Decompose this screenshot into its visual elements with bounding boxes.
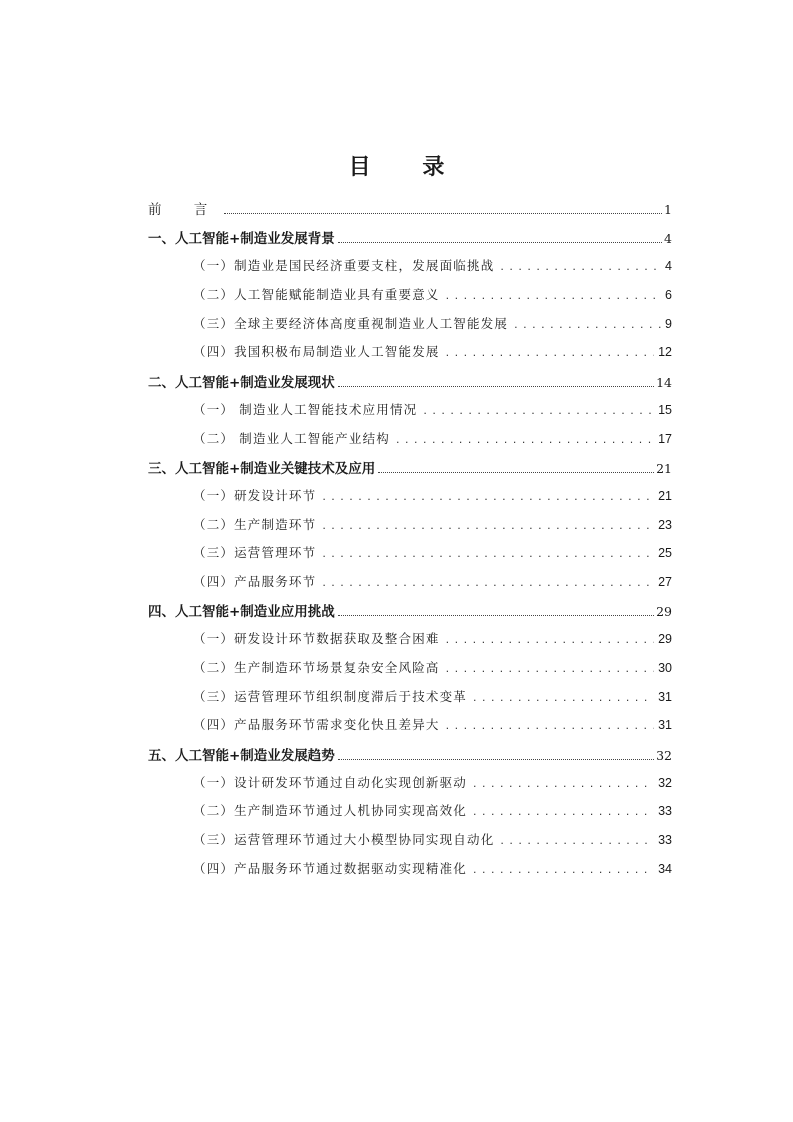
toc-entry-label: 前 言 (148, 202, 222, 218)
toc-page-number: 34 (658, 862, 672, 876)
dot-leader (473, 863, 654, 876)
toc-section-label: 三、人工智能+制造业关键技术及应用 (148, 461, 376, 477)
toc-subsection[interactable] (193, 687, 672, 705)
toc-page-number: 1 (664, 202, 672, 217)
toc-subsection-label: （三）运营管理环节通过大小模型协同实现自动化 (193, 832, 495, 847)
toc-page-number: 12 (658, 345, 672, 359)
dot-leader (338, 758, 654, 760)
dot-leader (473, 805, 654, 818)
toc-page-number: 4 (665, 259, 672, 273)
dot-leader (446, 719, 654, 732)
toc-subsection[interactable] (193, 342, 672, 360)
toc-section-4[interactable] (148, 600, 672, 620)
toc-subsection[interactable] (193, 801, 672, 819)
toc-page-number: 27 (658, 575, 672, 589)
toc-section-label: 一、人工智能+制造业发展背景 (148, 231, 335, 247)
toc-subsection-label: （一）制造业是国民经济重要支柱，发展面临挑战 (193, 258, 495, 273)
dot-leader (473, 777, 654, 790)
dot-leader (473, 691, 654, 704)
toc-page-number: 17 (658, 432, 672, 446)
toc-subsection[interactable] (193, 543, 672, 561)
toc-subsection-label: （四）产品服务环节 (193, 574, 317, 589)
toc-page-number: 25 (658, 546, 672, 560)
toc-subsection-label: （二）生产制造环节 (193, 517, 317, 532)
toc-page-number: 31 (658, 718, 672, 732)
dot-leader (322, 490, 654, 503)
toc-subsection[interactable] (193, 285, 672, 303)
dot-leader (396, 433, 654, 446)
dot-leader (322, 519, 654, 532)
toc-page-number: 15 (658, 403, 672, 417)
dot-leader (322, 547, 654, 560)
dot-leader (446, 662, 654, 675)
dot-leader (378, 471, 654, 473)
dot-leader (322, 576, 654, 589)
toc-page-number: 14 (656, 375, 672, 390)
toc-subsection-label: （二）人工智能赋能制造业具有重要意义 (193, 287, 440, 302)
dot-leader (446, 633, 654, 646)
toc-subsection[interactable] (193, 715, 672, 733)
toc-subsection[interactable] (193, 256, 672, 274)
toc-page-number: 21 (658, 489, 672, 503)
toc-section-label: 四、人工智能+制造业应用挑战 (148, 604, 335, 620)
toc-subsection[interactable] (193, 629, 672, 647)
toc-subsection-label: （一）研发设计环节数据获取及整合困难 (193, 631, 440, 646)
toc-page-number: 6 (665, 288, 672, 302)
toc-page-number: 9 (665, 317, 672, 331)
toc-page-number: 33 (658, 833, 672, 847)
toc-subsection[interactable] (193, 400, 672, 418)
toc-subsection-label: （四）产品服务环节需求变化快且差异大 (193, 717, 440, 732)
toc-subsection-label: （二）生产制造环节场景复杂安全风险高 (193, 660, 440, 675)
toc-subsection-label: （一） 制造业人工智能技术应用情况 (193, 402, 418, 417)
toc-subsection-label: （三）全球主要经济体高度重视制造业人工智能发展 (193, 316, 509, 331)
dot-leader (500, 260, 661, 273)
toc-subsection[interactable] (193, 515, 672, 533)
toc-subsection[interactable] (193, 429, 672, 447)
toc-page-number: 21 (656, 461, 672, 476)
toc-page-number: 32 (656, 748, 672, 763)
toc-subsection-label: （四）我国积极布局制造业人工智能发展 (193, 344, 440, 359)
toc-page-number: 29 (656, 604, 672, 619)
dot-leader (423, 404, 654, 417)
toc-section-label: 二、人工智能+制造业发展现状 (148, 375, 335, 391)
toc-entry-preface[interactable] (148, 198, 672, 218)
toc-page-number: 29 (658, 632, 672, 646)
toc-subsection-label: （二）生产制造环节通过人机协同实现高效化 (193, 803, 468, 818)
dot-leader (338, 241, 662, 243)
toc-page-number: 31 (658, 690, 672, 704)
toc-subsection-label: （一）研发设计环节 (193, 488, 317, 503)
toc-subsection[interactable] (193, 486, 672, 504)
page-title: 目 录 (348, 155, 467, 180)
toc-subsection[interactable] (193, 859, 672, 877)
toc-page-number: 23 (658, 518, 672, 532)
toc-page-number: 30 (658, 661, 672, 675)
toc-subsection[interactable] (193, 314, 672, 332)
dot-leader (446, 346, 654, 359)
toc-section-label: 五、人工智能+制造业发展趋势 (148, 748, 335, 764)
dot-leader (338, 614, 654, 616)
toc-section-1[interactable] (148, 227, 672, 247)
toc-page-number: 4 (664, 231, 672, 246)
toc-section-3[interactable] (148, 457, 672, 477)
toc-subsection[interactable] (193, 830, 672, 848)
toc-page-number: 32 (658, 776, 672, 790)
toc-subsection[interactable] (193, 658, 672, 676)
toc-subsection-label: （四）产品服务环节通过数据驱动实现精准化 (193, 861, 468, 876)
toc-subsection-label: （三）运营管理环节组织制度滞后于技术变革 (193, 689, 468, 704)
dot-leader (446, 289, 661, 302)
toc-subsection[interactable] (193, 773, 672, 791)
toc-section-5[interactable] (148, 744, 672, 764)
toc-subsection-label: （一）设计研发环节通过自动化实现创新驱动 (193, 775, 468, 790)
toc-page-number: 33 (658, 804, 672, 818)
dot-leader (224, 212, 662, 214)
toc-subsection-label: （二） 制造业人工智能产业结构 (193, 431, 390, 446)
toc-subsection-label: （三）运营管理环节 (193, 545, 317, 560)
toc-subsection[interactable] (193, 572, 672, 590)
toc-section-2[interactable] (148, 371, 672, 391)
dot-leader (514, 318, 661, 331)
dot-leader (500, 834, 654, 847)
dot-leader (338, 385, 654, 387)
